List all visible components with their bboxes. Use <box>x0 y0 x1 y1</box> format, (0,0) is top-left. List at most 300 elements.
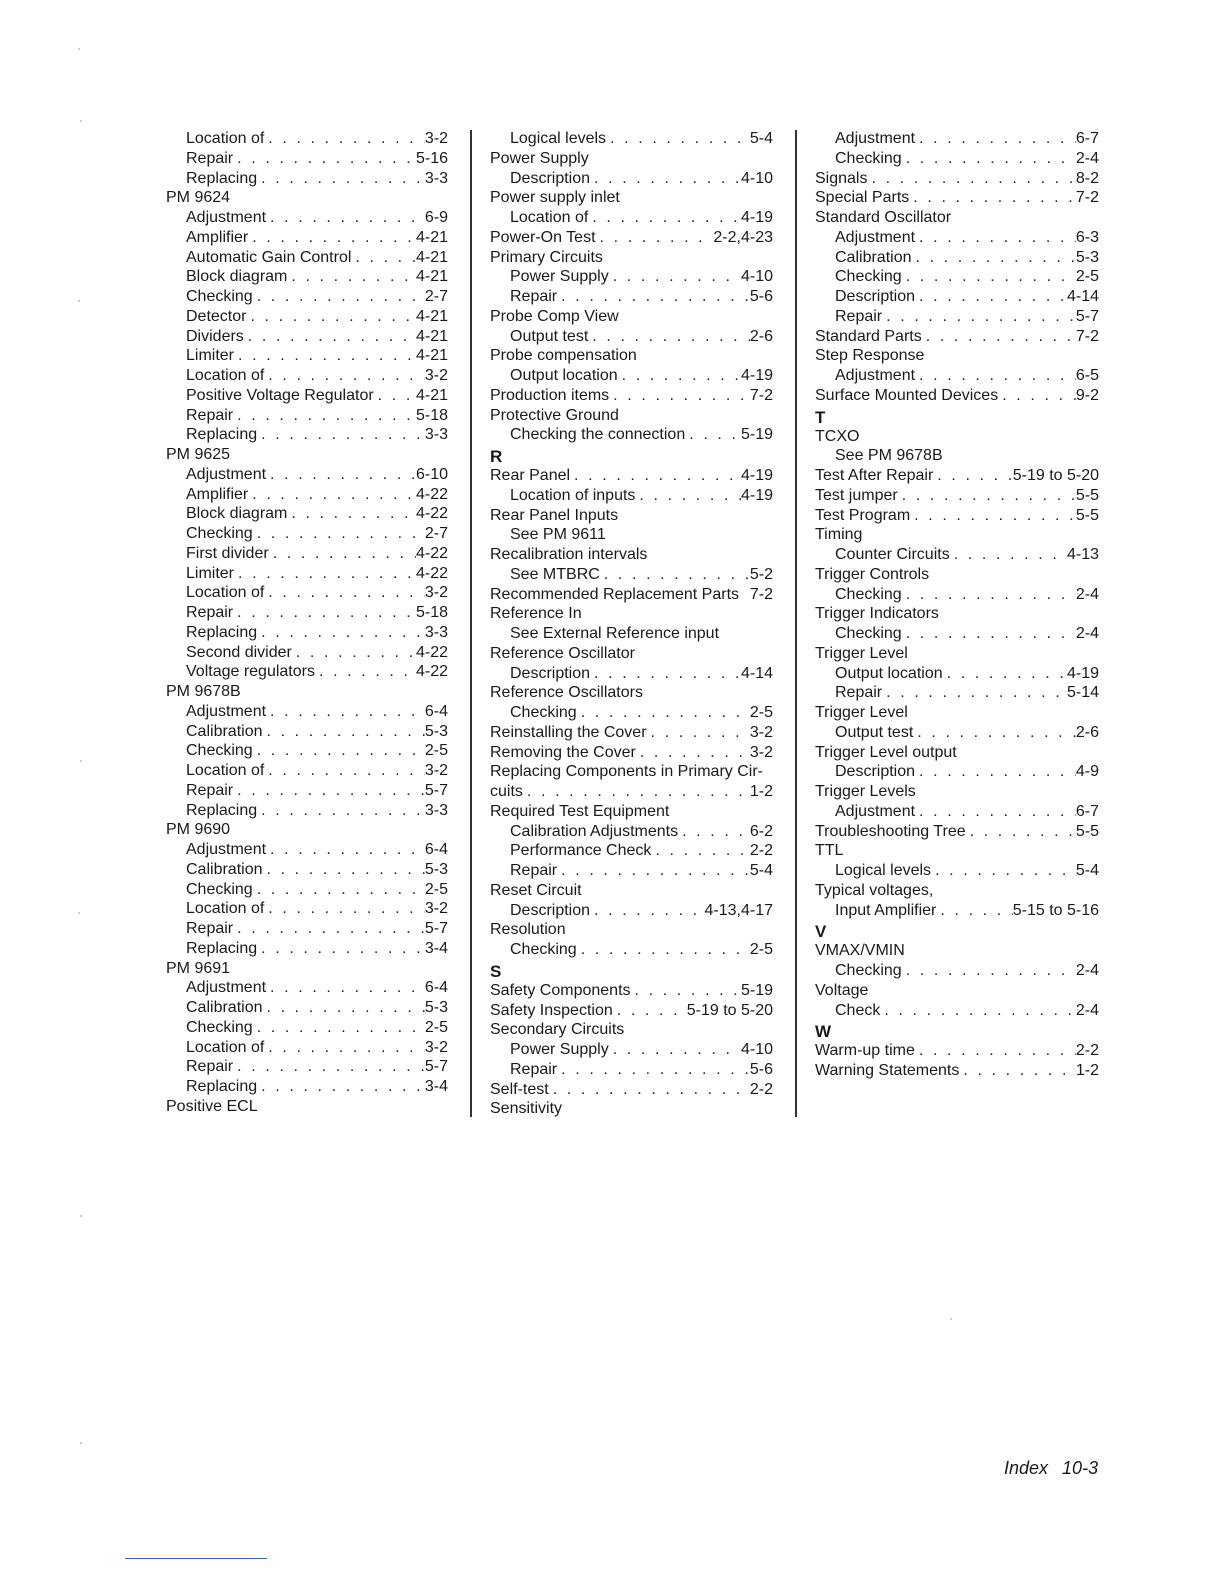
index-subentry <box>490 703 773 723</box>
index-subentry <box>815 861 1099 881</box>
index-entry <box>815 782 1099 802</box>
entry-label: TCXO <box>815 427 860 445</box>
entry-label: Checking <box>835 625 902 642</box>
dot-leader <box>613 1001 687 1021</box>
index-entry <box>815 981 1099 1001</box>
entry-page-ref: 3-2 <box>424 1038 448 1056</box>
entry-page-ref: 4-21 <box>415 268 448 286</box>
dot-leader <box>262 998 424 1018</box>
index-subentry <box>490 624 773 644</box>
entry-page-ref: 2-2 <box>1075 1042 1099 1060</box>
entry-page-ref: 7-2 <box>1075 189 1099 207</box>
index-subentry <box>815 446 1099 466</box>
entry-label: Typical voltages, <box>815 881 934 899</box>
entry-page-ref: 2-2 <box>749 1080 773 1098</box>
dot-leader <box>596 228 714 248</box>
dot-leader <box>264 899 425 919</box>
dot-leader <box>577 703 750 723</box>
entry-label: Logical levels <box>835 862 932 879</box>
index-entry <box>490 1001 773 1021</box>
entry-label: Power Supply <box>510 268 609 286</box>
dot-leader <box>609 267 741 287</box>
index-entry <box>490 188 773 208</box>
entry-label: Removing the Cover <box>490 743 636 761</box>
index-entry <box>490 585 773 605</box>
dot-leader <box>590 901 704 921</box>
page-footer <box>1004 1458 1098 1479</box>
index-entry <box>490 307 773 327</box>
dot-leader <box>910 506 1076 526</box>
dot-leader <box>266 978 425 998</box>
entry-label: Checking the connection <box>510 426 686 444</box>
entry-page-ref: 4-19 <box>740 486 773 504</box>
entry-label: Amplifier <box>186 485 249 503</box>
entry-label: Checking <box>835 149 902 167</box>
section-letter: S <box>490 961 502 981</box>
dot-leader <box>351 248 416 268</box>
entry-page-ref: 3-2 <box>424 584 448 602</box>
index-entry <box>490 743 773 763</box>
entry-page-ref: 4-22 <box>415 485 448 503</box>
entry-page-ref: 4-10 <box>740 268 773 286</box>
entry-page-ref: 3-2 <box>424 762 448 779</box>
entry-label: Rear Panel Inputs <box>490 506 619 524</box>
index-entry <box>490 981 773 1001</box>
dot-leader <box>253 1018 425 1038</box>
index-entry <box>815 881 1099 901</box>
entry-label: Performance Check <box>510 842 652 860</box>
dot-leader <box>549 1080 750 1100</box>
entry-label: Checking <box>186 742 253 760</box>
entry-label: Automatic Gain Control <box>186 248 352 266</box>
index-subentry <box>815 624 1099 644</box>
index-entry <box>490 149 773 169</box>
entry-label: Calibration Adjustments <box>510 822 679 840</box>
entry-label: Replacing <box>186 623 258 641</box>
dot-leader <box>257 169 425 189</box>
dot-leader <box>233 781 425 801</box>
dot-leader <box>264 129 425 149</box>
column-divider <box>470 130 472 1117</box>
dot-leader <box>909 188 1076 208</box>
index-subentry <box>490 525 773 545</box>
scan-speck <box>950 1318 952 1320</box>
entry-label: Checking <box>186 880 253 898</box>
dot-leader <box>266 702 425 722</box>
index-subentry <box>815 129 1099 149</box>
entry-label: Repair <box>186 149 234 167</box>
dot-leader <box>915 802 1076 822</box>
entry-label: Test Program <box>815 506 911 524</box>
entry-page-ref: 6-3 <box>1075 228 1099 246</box>
entry-label: See MTBRC <box>510 565 600 583</box>
dot-leader <box>880 1001 1076 1021</box>
index-entry <box>490 782 773 802</box>
dot-leader <box>609 386 750 406</box>
entry-label: Surface Mounted Devices <box>815 386 999 404</box>
entry-label: Trigger Level output <box>815 743 957 761</box>
entry-label: Dividers <box>186 327 244 345</box>
dot-leader <box>943 664 1067 684</box>
index-subentry <box>166 919 448 939</box>
index-subentry <box>166 228 448 248</box>
index-subentry <box>166 1038 448 1058</box>
dot-leader <box>246 307 416 327</box>
entry-label: Troubleshooting Tree <box>815 822 966 840</box>
index-subentry <box>815 961 1099 981</box>
index-subentry <box>166 524 448 544</box>
dot-leader <box>557 287 750 307</box>
entry-label: Calibration <box>186 722 263 740</box>
section-letter: W <box>815 1022 832 1042</box>
entry-label: Voltage <box>815 981 869 999</box>
dot-leader <box>257 939 425 959</box>
entry-label: Limiter <box>186 347 235 365</box>
index-entry <box>815 841 1099 861</box>
entry-page-ref: 3-3 <box>424 801 448 819</box>
entry-label: Repair <box>835 307 883 325</box>
entry-label: Positive ECL <box>166 1097 258 1115</box>
entry-label: Primary Circuits <box>490 248 603 266</box>
entry-label: Replacing <box>186 169 258 187</box>
index-subentry <box>490 822 773 842</box>
index-subentry <box>166 583 448 603</box>
dot-leader <box>600 565 750 585</box>
index-subentry <box>166 564 448 584</box>
dot-leader <box>253 287 425 307</box>
dot-leader <box>588 327 750 347</box>
entry-page-ref: 2-4 <box>1075 1001 1099 1019</box>
index-subentry <box>166 761 448 781</box>
entry-label: Adjustment <box>186 209 267 226</box>
entry-label: Repair <box>186 920 234 937</box>
entry-label: Recommended Replacement Parts <box>490 585 740 603</box>
dot-leader <box>902 585 1076 605</box>
dot-leader <box>234 346 416 366</box>
index-entry <box>490 506 773 526</box>
entry-page-ref: 3-3 <box>424 426 448 444</box>
entry-page-ref: 5-6 <box>749 288 773 305</box>
entry-page-ref: 4-22 <box>415 564 448 582</box>
index-entry <box>490 545 773 565</box>
entry-label: Self-test <box>490 1080 549 1098</box>
dot-leader <box>253 741 425 761</box>
dot-leader <box>233 919 425 939</box>
index-subentry <box>166 603 448 623</box>
index-entry <box>815 822 1099 842</box>
dot-leader <box>915 129 1076 149</box>
index-subentry <box>490 1040 773 1060</box>
entry-label: Check <box>835 1001 881 1019</box>
entry-page-ref: 5-18 <box>415 406 448 424</box>
index-entry <box>490 1080 773 1100</box>
entry-label: Calibration <box>186 860 263 878</box>
index-entry <box>490 406 773 426</box>
dot-leader <box>933 466 1012 486</box>
entry-page-ref: 6-4 <box>424 979 448 997</box>
index-subentry <box>166 346 448 366</box>
index-subentry <box>166 998 448 1018</box>
entry-label: First divider <box>186 544 269 562</box>
entry-label: Repair <box>186 406 234 424</box>
index-subentry <box>815 545 1099 565</box>
index-entry <box>815 208 1099 228</box>
entry-label: cuits <box>490 783 523 800</box>
dot-leader <box>570 466 741 486</box>
dot-leader <box>257 425 425 445</box>
entry-label: Block diagram <box>186 505 288 523</box>
entry-label: Sensitivity <box>490 1100 563 1118</box>
entry-label: PM 9625 <box>166 446 231 463</box>
entry-page-ref: 3-4 <box>424 1078 448 1095</box>
index-column-1 <box>166 129 448 1117</box>
entry-label: Power supply inlet <box>490 189 620 207</box>
index-entry <box>815 1041 1099 1061</box>
index-entry <box>490 802 773 822</box>
entry-label: Repair <box>186 604 234 621</box>
scan-speck <box>80 1215 82 1217</box>
index-subentry <box>166 1018 448 1038</box>
entry-label: Adjustment <box>186 979 267 997</box>
entry-label: Repair <box>835 684 883 702</box>
entry-page-ref: 7-2 <box>749 386 773 404</box>
entry-page-ref: 5-5 <box>1075 506 1099 524</box>
index-entry <box>490 248 773 268</box>
entry-label: VMAX/VMIN <box>815 942 905 960</box>
entry-label: Power-On Test <box>490 228 596 246</box>
dot-leader <box>631 981 741 1001</box>
entry-page-ref: 2-5 <box>424 1018 448 1036</box>
entry-label: Adjustment <box>186 702 267 720</box>
entry-label: PM 9678B <box>166 683 241 700</box>
entry-label: PM 9690 <box>166 821 231 839</box>
entry-label: Counter Circuits <box>835 546 950 563</box>
dot-leader <box>374 386 416 406</box>
index-subentry <box>166 623 448 643</box>
dot-leader <box>257 801 425 821</box>
index-entry <box>815 466 1099 486</box>
entry-label: Safety Inspection <box>490 1001 613 1019</box>
entry-label: Description <box>510 169 591 187</box>
entry-page-ref: 4-10 <box>740 169 773 187</box>
dot-leader <box>651 841 749 861</box>
index-subentry <box>166 129 448 149</box>
index-subentry <box>166 327 448 347</box>
entry-label: Trigger Level <box>815 644 908 662</box>
entry-label: Adjustment <box>835 130 916 147</box>
index-subentry <box>815 149 1099 169</box>
index-subentry <box>490 208 773 228</box>
index-entry <box>490 881 773 901</box>
entry-label: Rear Panel <box>490 467 571 484</box>
entry-page-ref: 6-2 <box>749 822 773 840</box>
index-entry <box>490 228 773 248</box>
index-subentry <box>490 861 773 881</box>
dot-leader <box>257 1077 425 1097</box>
entry-label: See PM 9678B <box>835 447 943 465</box>
entry-label: Location of <box>186 584 265 602</box>
index-subentry <box>166 662 448 682</box>
entry-page-ref: 4-22 <box>415 643 448 661</box>
dot-leader <box>915 287 1067 307</box>
entry-page-ref: 4-14 <box>740 664 773 682</box>
index-entry <box>490 723 773 743</box>
index-subentry <box>166 544 448 564</box>
entry-page-ref: 5-19 <box>740 981 773 999</box>
entry-label: Limiter <box>186 564 235 582</box>
entry-page-ref: 6-7 <box>1075 802 1099 820</box>
index-subentry <box>166 643 448 663</box>
dot-leader <box>902 961 1076 981</box>
entry-label: Checking <box>835 268 902 286</box>
entry-label: Standard Parts <box>815 327 922 345</box>
entry-page-ref: 5-5 <box>1075 822 1099 840</box>
index-subentry <box>166 899 448 919</box>
entry-page-ref: 5-19 to 5-20 <box>686 1001 773 1019</box>
dot-leader <box>590 169 741 189</box>
entry-page-ref: 5-15 to 5-16 <box>1012 901 1099 919</box>
dot-leader <box>913 723 1076 743</box>
index-entry <box>815 941 1099 961</box>
entry-label: Production items <box>490 386 610 404</box>
index-subentry <box>166 485 448 505</box>
entry-label: Secondary Circuits <box>490 1021 625 1039</box>
scan-speck <box>80 120 82 122</box>
dot-leader <box>590 664 741 684</box>
index-entry <box>815 427 1099 447</box>
entry-label: Adjustment <box>835 367 916 384</box>
entry-label: PM 9691 <box>166 959 231 977</box>
footer-section: Index <box>1004 1458 1049 1478</box>
entry-label: Safety Components <box>490 981 631 999</box>
entry-page-ref: 4-21 <box>415 386 448 404</box>
index-subentry <box>166 149 448 169</box>
entry-page-ref: 5-7 <box>1075 307 1099 325</box>
entry-page-ref: 2-5 <box>424 880 448 898</box>
entry-label: Input Amplifier <box>835 901 937 919</box>
entry-label: Location of <box>186 900 265 918</box>
index-column-3 <box>815 129 1099 1081</box>
index-subentry <box>815 228 1099 248</box>
entry-page-ref: 5-19 to 5-20 <box>1012 467 1099 484</box>
index-entry <box>166 1097 448 1117</box>
index-entry <box>166 188 448 208</box>
entry-page-ref: 5-18 <box>415 604 448 621</box>
entry-page-ref: 7-2 <box>1075 327 1099 345</box>
index-subentry <box>166 406 448 426</box>
entry-label: Replacing <box>186 801 258 819</box>
entry-page-ref: 3-2 <box>424 367 448 384</box>
entry-page-ref: 5-3 <box>424 999 448 1016</box>
index-subentry <box>166 267 448 287</box>
dot-leader <box>523 782 750 802</box>
dot-leader <box>911 248 1075 268</box>
entry-label: Power Supply <box>510 1041 609 1058</box>
dot-leader <box>269 544 416 564</box>
entry-label: Output test <box>510 327 589 345</box>
entry-page-ref: 1-2 <box>749 783 773 800</box>
index-subentry <box>815 683 1099 703</box>
entry-page-ref: 8-2 <box>1075 169 1099 187</box>
dot-leader <box>262 722 424 742</box>
entry-label: Description <box>510 664 591 682</box>
entry-page-ref: 3-4 <box>424 939 448 957</box>
index-subentry <box>490 940 773 960</box>
entry-label: Checking <box>186 525 253 542</box>
dot-leader <box>898 486 1076 506</box>
index-subentry <box>166 741 448 761</box>
index-entry <box>815 743 1099 763</box>
index-subentry <box>490 267 773 287</box>
entry-label: Warning Statements <box>815 1062 960 1079</box>
index-entry <box>490 466 773 486</box>
index-subentry <box>166 287 448 307</box>
dot-leader <box>998 386 1076 406</box>
index-subentry <box>166 386 448 406</box>
entry-page-ref: 5-4 <box>749 862 773 879</box>
scan-speck <box>78 300 80 302</box>
index-entry <box>166 445 448 465</box>
entry-page-ref: 4-19 <box>740 209 773 226</box>
entry-label: Checking <box>510 941 577 958</box>
index-subentry <box>815 267 1099 287</box>
entry-page-ref: 4-21 <box>415 248 448 266</box>
entry-label: Checking <box>186 1018 253 1036</box>
entry-page-ref: 4-21 <box>415 307 448 325</box>
entry-label: Trigger Level <box>815 704 908 721</box>
entry-page-ref: 6-4 <box>424 841 448 858</box>
index-subentry <box>815 585 1099 605</box>
dot-leader <box>950 545 1067 565</box>
dot-leader <box>266 208 425 228</box>
dot-leader <box>287 504 416 524</box>
entry-page-ref: 6-4 <box>424 702 448 720</box>
entry-label: Trigger Indicators <box>815 605 939 623</box>
entry-page-ref: 4-13,4-17 <box>704 901 773 919</box>
entry-label: PM 9624 <box>166 189 231 207</box>
entry-page-ref: 2-7 <box>424 525 448 542</box>
entry-page-ref: 5-2 <box>749 565 773 583</box>
entry-page-ref: 2-6 <box>749 327 773 345</box>
index-subentry <box>815 802 1099 822</box>
index-subentry <box>166 366 448 386</box>
index-entry <box>166 682 448 702</box>
entry-label: TTL <box>815 842 844 860</box>
dot-leader <box>557 861 750 881</box>
section-letter: R <box>490 447 503 466</box>
index-subentry <box>166 504 448 524</box>
scan-speck <box>78 912 80 914</box>
entry-label: See PM 9611 <box>510 526 606 544</box>
index-subentry <box>166 307 448 327</box>
index-subentry <box>490 169 773 189</box>
index-subentry <box>166 781 448 801</box>
entry-label: Timing <box>815 526 863 544</box>
entry-page-ref: 4-22 <box>415 663 448 681</box>
dot-leader <box>915 762 1076 782</box>
entry-label: Logical levels <box>510 130 607 147</box>
index-subentry <box>490 425 773 445</box>
index-entry <box>815 506 1099 526</box>
entry-page-ref: 4-19 <box>740 467 773 484</box>
index-entry <box>490 1020 773 1040</box>
index-entry <box>490 386 773 406</box>
entry-label: Output location <box>510 367 618 384</box>
entry-label: Repair <box>186 1058 234 1076</box>
entry-page-ref: 2-4 <box>1075 585 1099 603</box>
dot-leader <box>253 524 425 544</box>
entry-page-ref: 3-2 <box>424 130 448 147</box>
